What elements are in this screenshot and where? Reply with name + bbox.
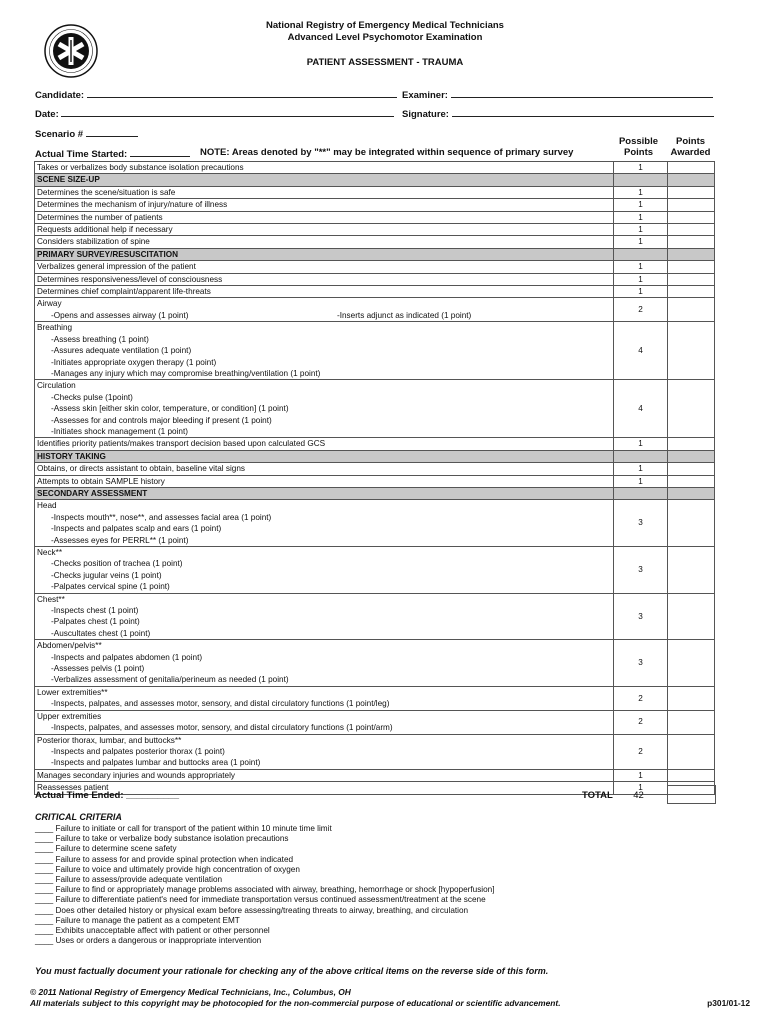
table-row (35, 380, 715, 438)
item-text: Verbalizes general impression of the patient (35, 261, 614, 273)
points-awarded-cell[interactable] (668, 686, 715, 710)
points-awarded-cell[interactable] (668, 463, 715, 475)
possible-points: 1 (614, 438, 668, 450)
table-row (35, 322, 715, 380)
possible-points: 2 (614, 686, 668, 710)
time-started-label: Actual Time Started: (35, 149, 128, 160)
points-awarded-cell[interactable] (668, 298, 715, 322)
item-text: Determines the number of patients (35, 211, 614, 223)
section-title: SCENE SIZE-UP (35, 174, 614, 186)
possible-points: 1 (614, 261, 668, 273)
time-ended-field[interactable] (35, 790, 179, 801)
table-row (35, 273, 715, 285)
item-sub: -Assess skin [either skin color, temperature, or condition] (1 point) (51, 404, 289, 414)
item-lead: Upper extremities (37, 711, 102, 721)
reverse-side-note: You must factually document your rationale for checking any of the above critical items on the reverse side of this form. (35, 966, 549, 976)
total-value: 42 (633, 790, 644, 801)
item-lead: Lower extremities** (37, 687, 108, 697)
item-sub: -Checks jugular veins (1 point) (51, 570, 162, 580)
possible-points: 3 (614, 547, 668, 594)
table-row (35, 261, 715, 273)
item-text: Determines responsiveness/level of consciousness (35, 273, 614, 285)
table-row (35, 199, 715, 211)
table-row (35, 162, 715, 174)
critical-item[interactable]: ____ Failure to take or verbalize body substance isolation precautions (35, 834, 289, 844)
table-row (35, 547, 715, 594)
possible-points: 1 (614, 162, 668, 174)
points-awarded-cell[interactable] (668, 199, 715, 211)
item-sub: -Initiates shock management (1 point) (51, 426, 188, 436)
scenario-label: Scenario # (35, 129, 84, 140)
table-row (35, 734, 715, 769)
possible-points-header: Possible Points (618, 136, 659, 158)
critical-item[interactable]: ____ Failure to find or appropriately manage problems associated with airway, breathing, hemorrhage or shock [hypoperfusion] (35, 885, 495, 895)
total-awarded-box[interactable] (667, 785, 716, 804)
item-text: Determines the mechanism of injury/nature of illness (35, 199, 614, 211)
table-row (35, 463, 715, 475)
item-sub: -Checks position of trachea (1 point) (51, 559, 183, 569)
item-sub: -Palpates cervical spine (1 point) (51, 582, 170, 592)
possible-points: 3 (614, 640, 668, 687)
time-ended-label: Actual Time Ended: (35, 790, 124, 801)
item-lead: Abdomen/pelvis** (37, 641, 102, 651)
section-row (35, 450, 715, 462)
points-awarded-cell[interactable] (668, 236, 715, 248)
scenario-field[interactable] (35, 127, 138, 140)
points-awarded-cell[interactable] (668, 261, 715, 273)
possible-points: 1 (614, 286, 668, 298)
section-title: PRIMARY SURVEY/RESUSCITATION (35, 248, 614, 260)
critical-item[interactable]: ____ Failure to manage the patient as a competent EMT (35, 915, 240, 925)
possible-points: 3 (614, 593, 668, 640)
item-sub: -Assesses for and controls major bleeding if present (1 point) (51, 415, 272, 425)
examiner-input-line[interactable] (451, 88, 713, 98)
critical-item[interactable]: ____ Failure to differentiate patient's need for immediate transportation versus continued assessment/treatment at the scene (35, 895, 486, 905)
item-text: Manages secondary injuries and wounds appropriately (35, 769, 614, 781)
item-sub: -Inspects chest (1 point) (51, 606, 139, 616)
item-sub: -Assess breathing (1 point) (51, 334, 149, 344)
critical-item[interactable]: ____ Failure to assess for and provide spinal protection when indicated (35, 854, 294, 864)
item-text: Considers stabilization of spine (35, 236, 614, 248)
item-text: Determines the scene/situation is safe (35, 186, 614, 198)
item-sub: -Assesses pelvis (1 point) (51, 664, 145, 674)
photocopy-notice: All materials subject to this copyright may be photocopied for the non-commercial purpose of educational or scientific advancement. (30, 998, 561, 1008)
points-awarded-cell[interactable] (668, 734, 715, 769)
critical-item[interactable]: ____ Failure to assess/provide adequate ventilation (35, 875, 223, 885)
table-row (35, 686, 715, 710)
points-awarded-cell[interactable] (668, 273, 715, 285)
table-row (35, 211, 715, 223)
date-input-line[interactable] (61, 107, 394, 117)
points-awarded-cell[interactable] (668, 710, 715, 734)
points-awarded-cell[interactable] (668, 640, 715, 687)
item-sub: -Assures adequate ventilation (1 point) (51, 346, 192, 356)
item-sub: -Inspects mouth**, nose**, and assesses facial area (1 point) (51, 512, 272, 522)
time-started-field[interactable] (35, 147, 190, 160)
points-awarded-header: Points Awarded (670, 136, 711, 158)
item-text: Obtains, or directs assistant to obtain, baseline vital signs (35, 463, 614, 475)
points-awarded-cell[interactable] (668, 322, 715, 380)
item-lead: Head (37, 501, 57, 511)
possible-points: 4 (614, 380, 668, 438)
item-sub: -Inspects and palpates scalp and ears (1 point) (51, 524, 222, 534)
candidate-label: Candidate: (35, 90, 85, 101)
points-awarded-cell[interactable] (668, 769, 715, 781)
signature-input-line[interactable] (452, 107, 714, 117)
possible-points: 1 (614, 769, 668, 781)
possible-points: 1 (614, 186, 668, 198)
table-row (35, 236, 715, 248)
section-title: HISTORY TAKING (35, 450, 614, 462)
item-text: Takes or verbalizes body substance isolation precautions (35, 162, 614, 174)
section-row (35, 248, 715, 260)
critical-item[interactable]: ____ Uses or orders a dangerous or inappropriate intervention (35, 936, 262, 946)
item-sub: -Auscultates chest (1 point) (51, 628, 151, 638)
org-name: National Registry of Emergency Medical Technicians (266, 20, 504, 31)
item-lead: Posterior thorax, lumbar, and buttocks** (37, 735, 182, 745)
item-text: Attempts to obtain SAMPLE history (35, 475, 614, 487)
copyright-line: © 2011 National Registry of Emergency Medical Technicians, Inc., Columbus, OH (30, 987, 351, 997)
examiner-field[interactable] (402, 88, 713, 101)
points-awarded-cell[interactable] (668, 380, 715, 438)
points-awarded-cell[interactable] (668, 224, 715, 236)
section-title: SECONDARY ASSESSMENT (35, 487, 614, 499)
critical-item[interactable]: ____ Failure to determine scene safety (35, 844, 177, 854)
item-text: Identifies priority patients/makes transport decision based upon calculated GCS (35, 438, 614, 450)
item-sub: -Inspects and palpates abdomen (1 point) (51, 652, 203, 662)
table-row (35, 298, 715, 322)
possible-points: 4 (614, 322, 668, 380)
form-title: PATIENT ASSESSMENT - TRAUMA (306, 57, 464, 68)
integration-note: NOTE: Areas denoted by "**" may be integrated within sequence of primary survey (200, 147, 574, 158)
item-sub: -Checks pulse (1point) (51, 392, 133, 402)
possible-points: 1 (614, 782, 668, 794)
points-awarded-cell[interactable] (668, 162, 715, 174)
critical-criteria-list (35, 824, 495, 946)
item-sub: -Inserts adjunct as indicated (1 point) (337, 310, 472, 320)
item-sub: -Opens and assesses airway (1 point) (51, 310, 189, 320)
critical-item[interactable]: ____ Does other detailed history or physical exam before assessing/treating threats to airway, breathing, and circulation (35, 905, 469, 915)
possible-points: 1 (614, 211, 668, 223)
item-sub: -Inspects, palpates, and assesses motor, sensory, and distal circulatory functions (1 point/arm) (51, 723, 393, 733)
table-row (35, 438, 715, 450)
table-row (35, 186, 715, 198)
item-text: Determines chief complaint/apparent life-threats (35, 286, 614, 298)
points-awarded-cell[interactable] (668, 438, 715, 450)
table-row (35, 640, 715, 687)
points-awarded-cell[interactable] (668, 593, 715, 640)
item-lead: Circulation (37, 381, 76, 391)
item-sub: -Palpates chest (1 point) (51, 617, 140, 627)
exam-name: Advanced Level Psychomotor Examination (287, 32, 483, 43)
possible-points: 1 (614, 273, 668, 285)
item-sub: -Inspects, palpates, and assesses motor, sensory, and distal circulatory functions (1 point/leg) (51, 699, 390, 709)
total-label: TOTAL (582, 790, 613, 801)
item-sub: -Inspects and palpates lumbar and buttocks area (1 point) (51, 758, 261, 768)
table-row (35, 710, 715, 734)
points-awarded-cell[interactable] (668, 286, 715, 298)
critical-item[interactable]: ____ Failure to initiate or call for transport of the patient within 10 minute time limit (35, 824, 332, 833)
signature-label: Signature: (402, 109, 449, 120)
date-field[interactable] (35, 107, 394, 120)
points-awarded-cell[interactable] (668, 186, 715, 198)
points-awarded-cell[interactable] (668, 500, 715, 547)
date-label: Date: (35, 109, 59, 120)
item-sub: -Initiates appropriate oxygen therapy (1 point) (51, 357, 217, 367)
item-sub: -Verbalizes assessment of genitalia/perineum as needed (1 point) (51, 675, 289, 685)
section-row (35, 174, 715, 186)
critical-item[interactable]: ____ Failure to voice and ultimately provide high concentration of oxygen (35, 864, 300, 874)
points-awarded-cell[interactable] (668, 475, 715, 487)
possible-points: 3 (614, 500, 668, 547)
table-row (35, 475, 715, 487)
item-lead: Breathing (37, 323, 73, 333)
item-lead: Chest** (37, 594, 65, 604)
table-row (35, 500, 715, 547)
possible-points: 1 (614, 475, 668, 487)
candidate-field[interactable] (35, 88, 397, 101)
item-sub: -Inspects and palpates posterior thorax (1 point) (51, 746, 225, 756)
points-awarded-cell[interactable] (668, 547, 715, 594)
scenario-input-line[interactable] (86, 127, 138, 137)
item-sub: -Manages any injury which may compromise breathing/ventilation (1 point) (51, 368, 321, 378)
possible-points: 1 (614, 463, 668, 475)
possible-points: 2 (614, 734, 668, 769)
signature-field[interactable] (402, 107, 714, 120)
critical-criteria-title: CRITICAL CRITERIA (35, 812, 122, 822)
time-started-input-line[interactable] (130, 147, 190, 157)
assessment-table (34, 161, 715, 795)
possible-points: 2 (614, 710, 668, 734)
possible-points: 1 (614, 224, 668, 236)
table-row (35, 286, 715, 298)
time-ended-blank: __________ (126, 790, 179, 801)
possible-points: 1 (614, 199, 668, 211)
section-row (35, 487, 715, 499)
examiner-label: Examiner: (402, 90, 448, 101)
points-awarded-cell[interactable] (668, 211, 715, 223)
item-sub: -Assesses eyes for PERRL** (1 point) (51, 535, 189, 545)
item-lead: Airway (37, 299, 62, 309)
possible-points: 1 (614, 236, 668, 248)
form-code: p301/01-12 (707, 998, 750, 1008)
table-row (35, 593, 715, 640)
item-lead: Neck** (37, 548, 63, 557)
candidate-input-line[interactable] (87, 88, 397, 98)
possible-points: 2 (614, 298, 668, 322)
item-text: Requests additional help if necessary (35, 224, 614, 236)
critical-item[interactable]: ____ Exhibits unacceptable affect with patient or other personnel (35, 926, 270, 936)
table-row (35, 224, 715, 236)
table-row (35, 769, 715, 781)
item-text: Reassesses patient (35, 782, 614, 794)
